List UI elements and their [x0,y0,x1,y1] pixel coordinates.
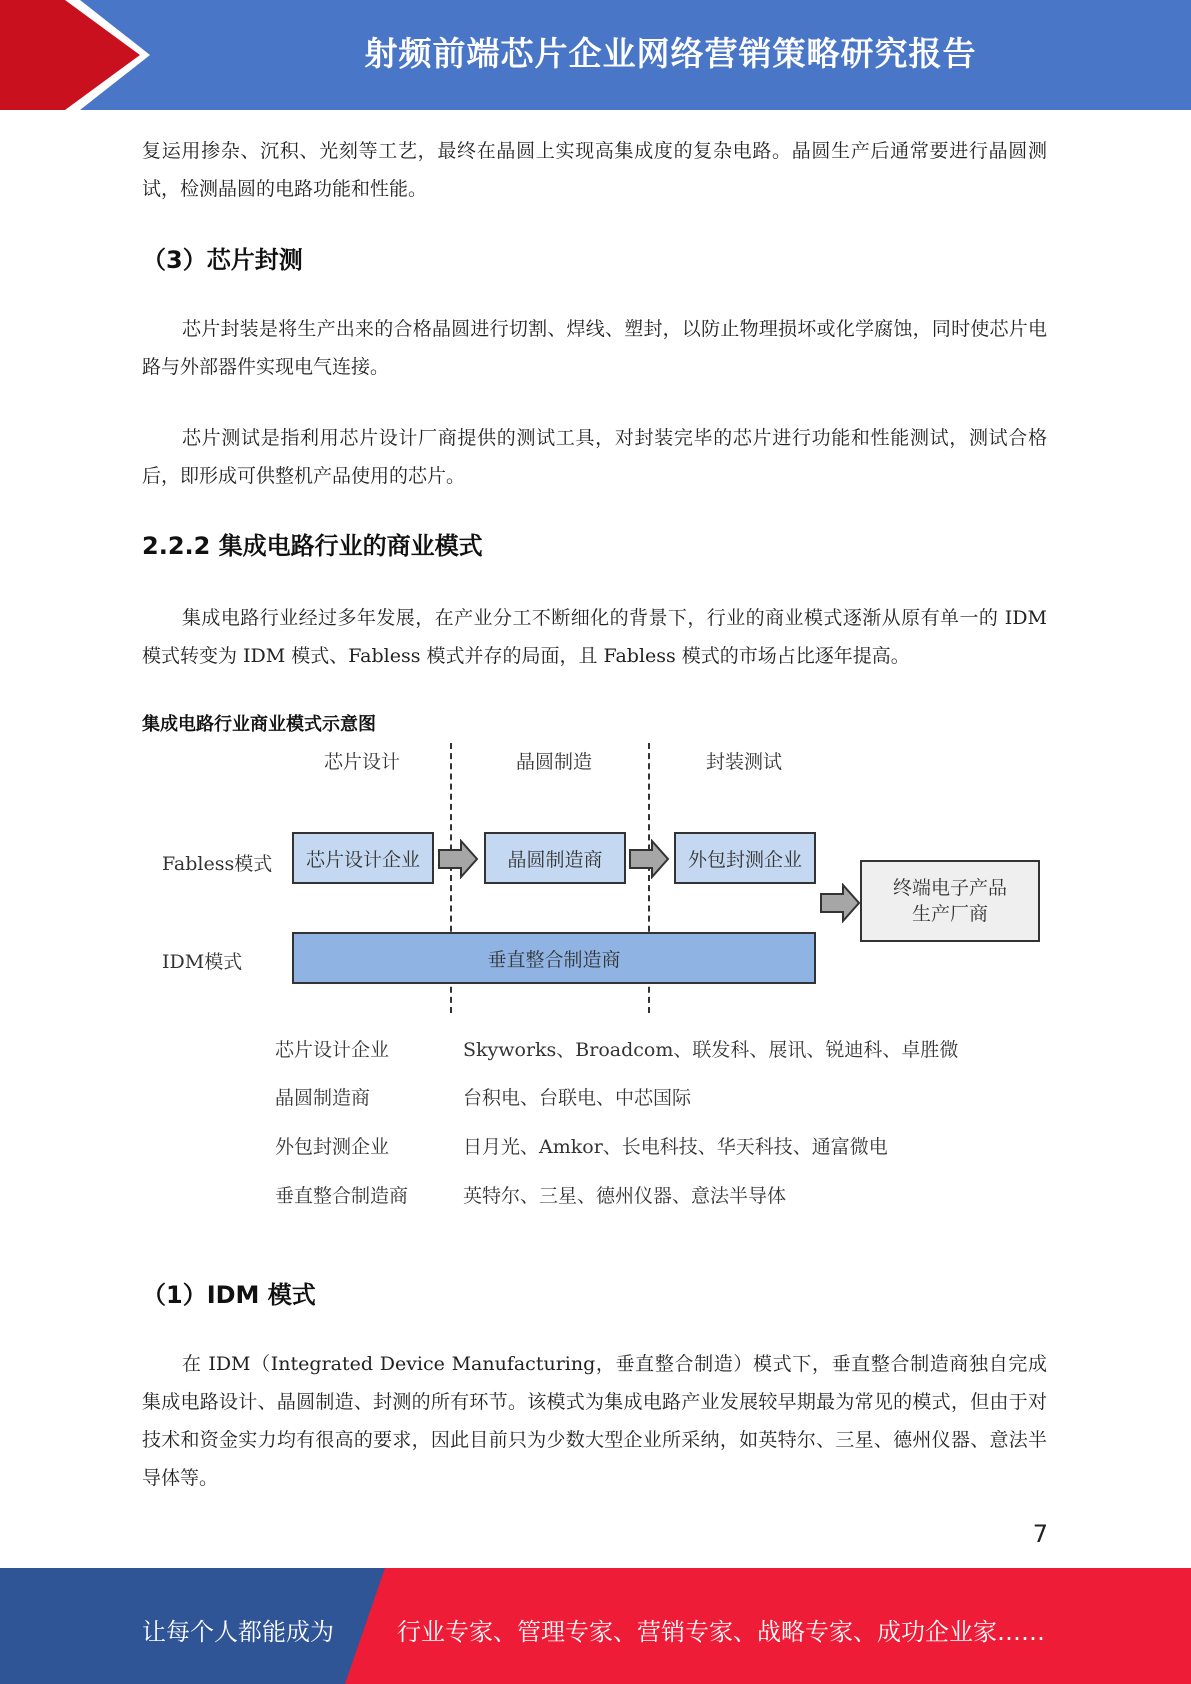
footer-slogan-left: 让每个人都能成为 [142,1618,334,1646]
heading-idm-mode: （1）IDM 模式 [142,1281,316,1309]
paragraph-business-model [142,599,1047,675]
page-header [0,0,1191,110]
arrow-right-icon [628,839,670,879]
list-item: 芯片设计企业 Skyworks、Broadcom、联发科、展讯、锐迪科、卓胜微 [275,1039,959,1061]
report-title: 射频前端芯片企业网络营销策略研究报告 [364,34,977,73]
page-number: 7 [1032,1520,1048,1548]
para-text: 芯片封装是将生产出来的合格晶圆进行切割、焊线、塑封，以防止物理损坏或化学腐蚀，同时使芯片电路与外部器件实现电气连接。 [142,318,1047,378]
paragraph-testing [142,419,1047,495]
heading-packaging-testing: （3）芯片封测 [142,246,303,274]
end-product-line1: 终端电子产品 [892,877,1007,899]
box-packaging-company: 外包封测企业 [674,832,816,884]
box-wafer-manufacturer: 晶圆制造商 [484,832,626,884]
row-label-fabless: Fabless模式 [162,853,273,875]
stage-design-label: 芯片设计 [323,751,400,773]
section-heading: 2.2.2 集成电路行业的商业模式 [142,532,483,560]
list-item: 外包封测企业 日月光、Amkor、长电科技、华天科技、通富微电 [275,1136,888,1158]
para-text: 芯片测试是指利用芯片设计厂商提供的测试工具，对封装完毕的芯片进行功能和性能测试，测试合格后，即形成可供整机产品使用的芯片。 [142,427,1047,487]
box-design-company: 芯片设计企业 [292,832,434,884]
row-label-idm: IDM模式 [162,951,243,973]
para-text: 在 IDM（Integrated Device Manufacturing，垂直整合制造）模式下，垂直整合制造商独自完成集成电路设计、晶圆制造、封测的所有环节。该模式为集成电路产业发展较早期最为常见的模式，但由于对技术和资金实力均有很高的要求，因此目前只为少数大型企业所采纳，如英特尔、三星、德州仪器、意法半导体等。 [142,1353,1047,1489]
arrow-right-icon [437,839,479,879]
page-footer [0,1568,1191,1684]
business-model-diagram [142,735,1052,1225]
header-chevron-decoration [0,0,150,110]
paragraph-idm [142,1345,1047,1497]
para-text: 复运用掺杂、沉积、光刻等工艺，最终在晶圆上实现高集成度的复杂电路。晶圆生产后通常要进行晶圆测试，检测晶圆的电路功能和性能。 [142,140,1047,200]
figure-title: 集成电路行业商业模式示意图 [142,714,376,735]
box-end-product-maker [860,860,1040,942]
paragraph-packaging [142,310,1047,386]
end-product-line2: 生产厂商 [911,903,988,925]
footer-slogan-right: 行业专家、管理专家、营销专家、战略专家、成功企业家…… [397,1618,1045,1646]
paragraph-wafer [142,132,1047,208]
stage-wafer-label: 晶圆制造 [515,751,592,773]
list-item: 晶圆制造商 台积电、台联电、中芯国际 [275,1087,692,1109]
arrow-right-icon [819,883,861,923]
stage-packaging-label: 封装测试 [705,751,782,773]
para-text: 集成电路行业经过多年发展，在产业分工不断细化的背景下，行业的商业模式逐渐从原有单一的 IDM 模式转变为 IDM 模式、Fabless 模式并存的局面，且 Fabless 模式的市场占比逐年提高。 [142,607,1047,667]
list-item: 垂直整合制造商 英特尔、三星、德州仪器、意法半导体 [275,1185,787,1207]
box-idm-manufacturer: 垂直整合制造商 [292,932,816,984]
